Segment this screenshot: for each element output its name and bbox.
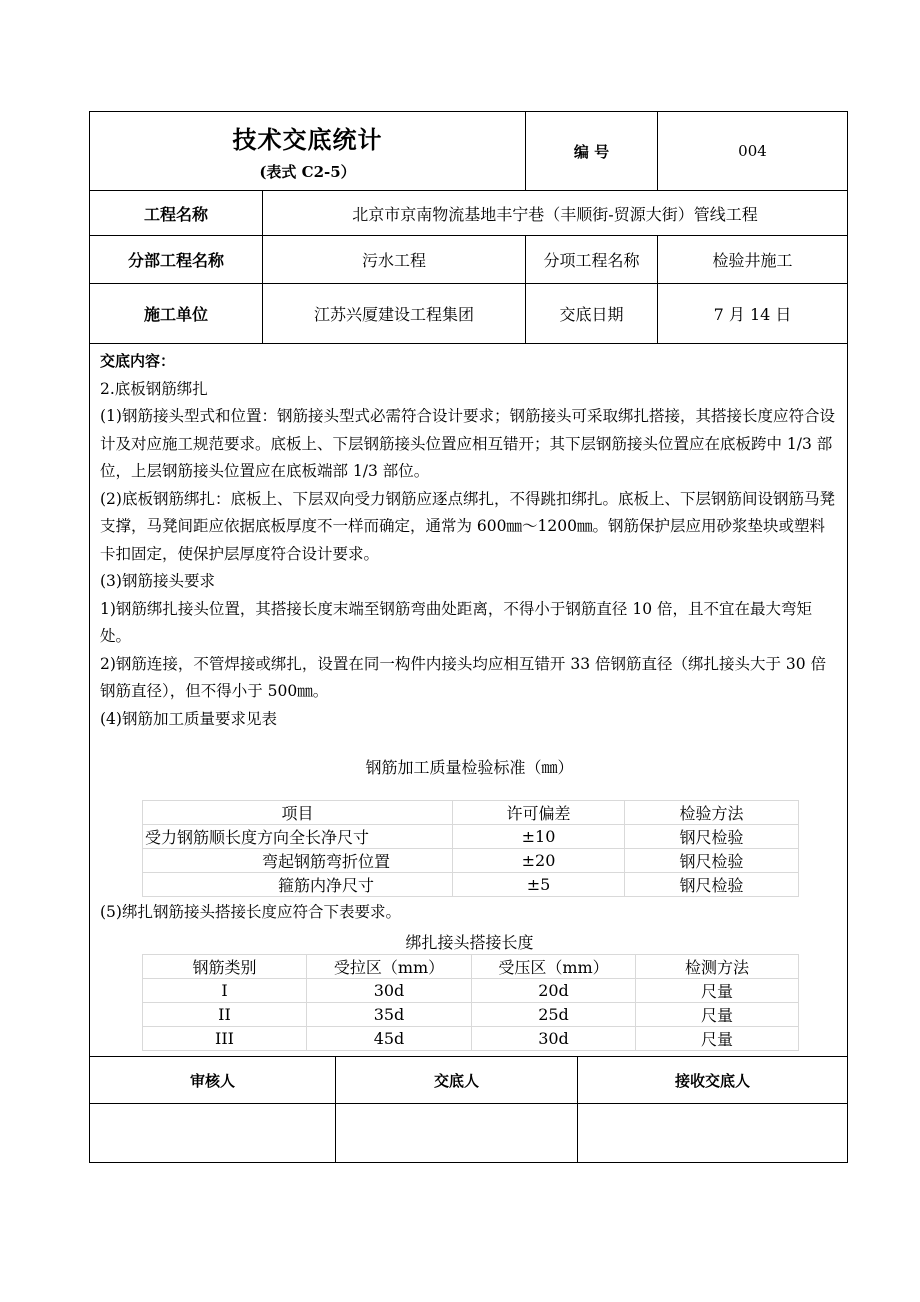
table-cell: 25d <box>472 1002 636 1026</box>
title-cell <box>90 112 526 191</box>
reviewer-label: 审核人 <box>90 1057 336 1104</box>
signature-table <box>89 1056 848 1163</box>
reviewer-signature-cell <box>90 1104 336 1163</box>
table-row <box>143 978 799 1002</box>
subitem-label: 分项工程名称 <box>526 236 658 284</box>
table-cell: 尺量 <box>636 978 799 1002</box>
table-header-cell: 受拉区（mm） <box>307 954 472 978</box>
content-paragraph: 2.底板钢筋绑扎 <box>100 379 208 398</box>
table-header-row <box>143 954 799 978</box>
number-label: 编 号 <box>526 112 658 191</box>
table-cell: 钢尺检验 <box>625 873 799 897</box>
division-value: 污水工程 <box>263 236 526 284</box>
receiver-signature-cell <box>578 1104 848 1163</box>
table-header-cell: 许可偏差 <box>453 801 625 825</box>
content-cell <box>90 344 848 1057</box>
table-cell: III <box>143 1026 307 1050</box>
date-value: 7 月 14 日 <box>658 284 848 344</box>
table-cell: 30d <box>472 1026 636 1050</box>
table-cell: 受力钢筋顺长度方向全长净尺寸 <box>143 825 453 849</box>
content-row <box>90 344 848 1057</box>
content-paragraph: 2)钢筋连接，不管焊接或绑扎，设置在同一构件内接头均应相互错开 33 倍钢筋直径（绑扎接头大于 30 倍钢筋直径），但不得小于 500㎜。 <box>100 654 827 700</box>
table-row <box>143 873 799 897</box>
presenter-signature-cell <box>336 1104 578 1163</box>
contractor-row <box>90 284 848 344</box>
lap-length-table <box>142 954 799 1051</box>
content-paragraph: (3)钢筋接头要求 <box>100 572 215 590</box>
table-cell: 20d <box>472 978 636 1002</box>
content-paragraph: (5)绑扎钢筋接头搭接长度应符合下表要求。 <box>100 903 401 921</box>
table-row <box>143 1026 799 1050</box>
table-header-cell: 检验方法 <box>625 801 799 825</box>
table-cell: ±5 <box>453 873 625 897</box>
receiver-label: 接收交底人 <box>578 1057 848 1104</box>
table-cell: ±10 <box>453 825 625 849</box>
table-cell: II <box>143 1002 307 1026</box>
contractor-label: 施工单位 <box>90 284 263 344</box>
table-header-cell: 钢筋类别 <box>143 954 307 978</box>
table1-caption: 钢筋加工质量检验标准（㎜） <box>365 758 574 777</box>
table-header-row <box>143 801 799 825</box>
table-cell: 钢尺检验 <box>625 849 799 873</box>
table-row <box>143 825 799 849</box>
table-cell: 箍筋内净尺寸 <box>143 873 453 897</box>
content-heading: 交底内容： <box>100 352 176 370</box>
subitem-value: 检验井施工 <box>658 236 848 284</box>
form-code: (表式 C2-5） <box>259 163 356 181</box>
table-header-cell: 受压区（mm） <box>472 954 636 978</box>
table-cell: 45d <box>307 1026 472 1050</box>
rebar-quality-table <box>142 800 799 897</box>
signature-blank-row <box>90 1104 848 1163</box>
content-paragraph: 1)钢筋绑扎接头位置，其搭接长度末端至钢筋弯曲处距离，不得小于钢筋直径 10 倍，且不宜在最大弯矩处。 <box>100 599 812 645</box>
content-paragraph: (4)钢筋加工质量要求见表 <box>100 709 277 728</box>
table-cell: 钢尺检验 <box>625 825 799 849</box>
form-table <box>89 111 848 1057</box>
content-paragraph: (1)钢筋接头型式和位置：钢筋接头型式必需符合设计要求；钢筋接头可采取绑扎搭接，其搭接长度应符合设计及对应施工规范要求。底板上、下层钢筋接头位置应相互错开；其下层钢筋接头位置应在底板跨中 1/3 部位，上层钢筋接头位置应在底板端部 1/3 部位。 <box>100 407 835 480</box>
table-cell: 尺量 <box>636 1026 799 1050</box>
presenter-label: 交底人 <box>336 1057 578 1104</box>
table-cell: I <box>143 978 307 1002</box>
division-row <box>90 236 848 284</box>
date-label: 交底日期 <box>526 284 658 344</box>
project-row <box>90 191 848 236</box>
table-cell: 弯起钢筋弯折位置 <box>143 849 453 873</box>
signature-label-row <box>90 1057 848 1104</box>
table-header-cell: 项目 <box>143 801 453 825</box>
table-header-cell: 检测方法 <box>636 954 799 978</box>
contractor-value: 江苏兴厦建设工程集团 <box>263 284 526 344</box>
table2-caption: 绑扎接头搭接长度 <box>405 932 534 952</box>
title-row <box>90 112 848 191</box>
table-cell: ±20 <box>453 849 625 873</box>
form-title: 技术交底统计 <box>232 126 383 154</box>
technical-disclosure-form <box>89 111 847 1163</box>
table-row <box>143 1002 799 1026</box>
table-cell: 35d <box>307 1002 472 1026</box>
table-row <box>143 849 799 873</box>
table-cell: 尺量 <box>636 1002 799 1026</box>
table-cell: 30d <box>307 978 472 1002</box>
project-name-value: 北京市京南物流基地丰宁巷（丰顺街-贸源大街）管线工程 <box>263 191 848 236</box>
division-label: 分部工程名称 <box>90 236 263 284</box>
content-paragraph: (2)底板钢筋绑扎：底板上、下层双向受力钢筋应逐点绑扎，不得跳扣绑扎。底板上、下层钢筋间设钢筋马凳支撑，马凳间距应依据底板厚度不一样而确定，通常为 600㎜～1200㎜。钢筋保护层应用砂浆垫块或塑料卡扣固定，使保护层厚度符合设计要求。 <box>100 489 835 563</box>
number-value: 004 <box>658 112 848 191</box>
project-name-label: 工程名称 <box>90 191 263 236</box>
